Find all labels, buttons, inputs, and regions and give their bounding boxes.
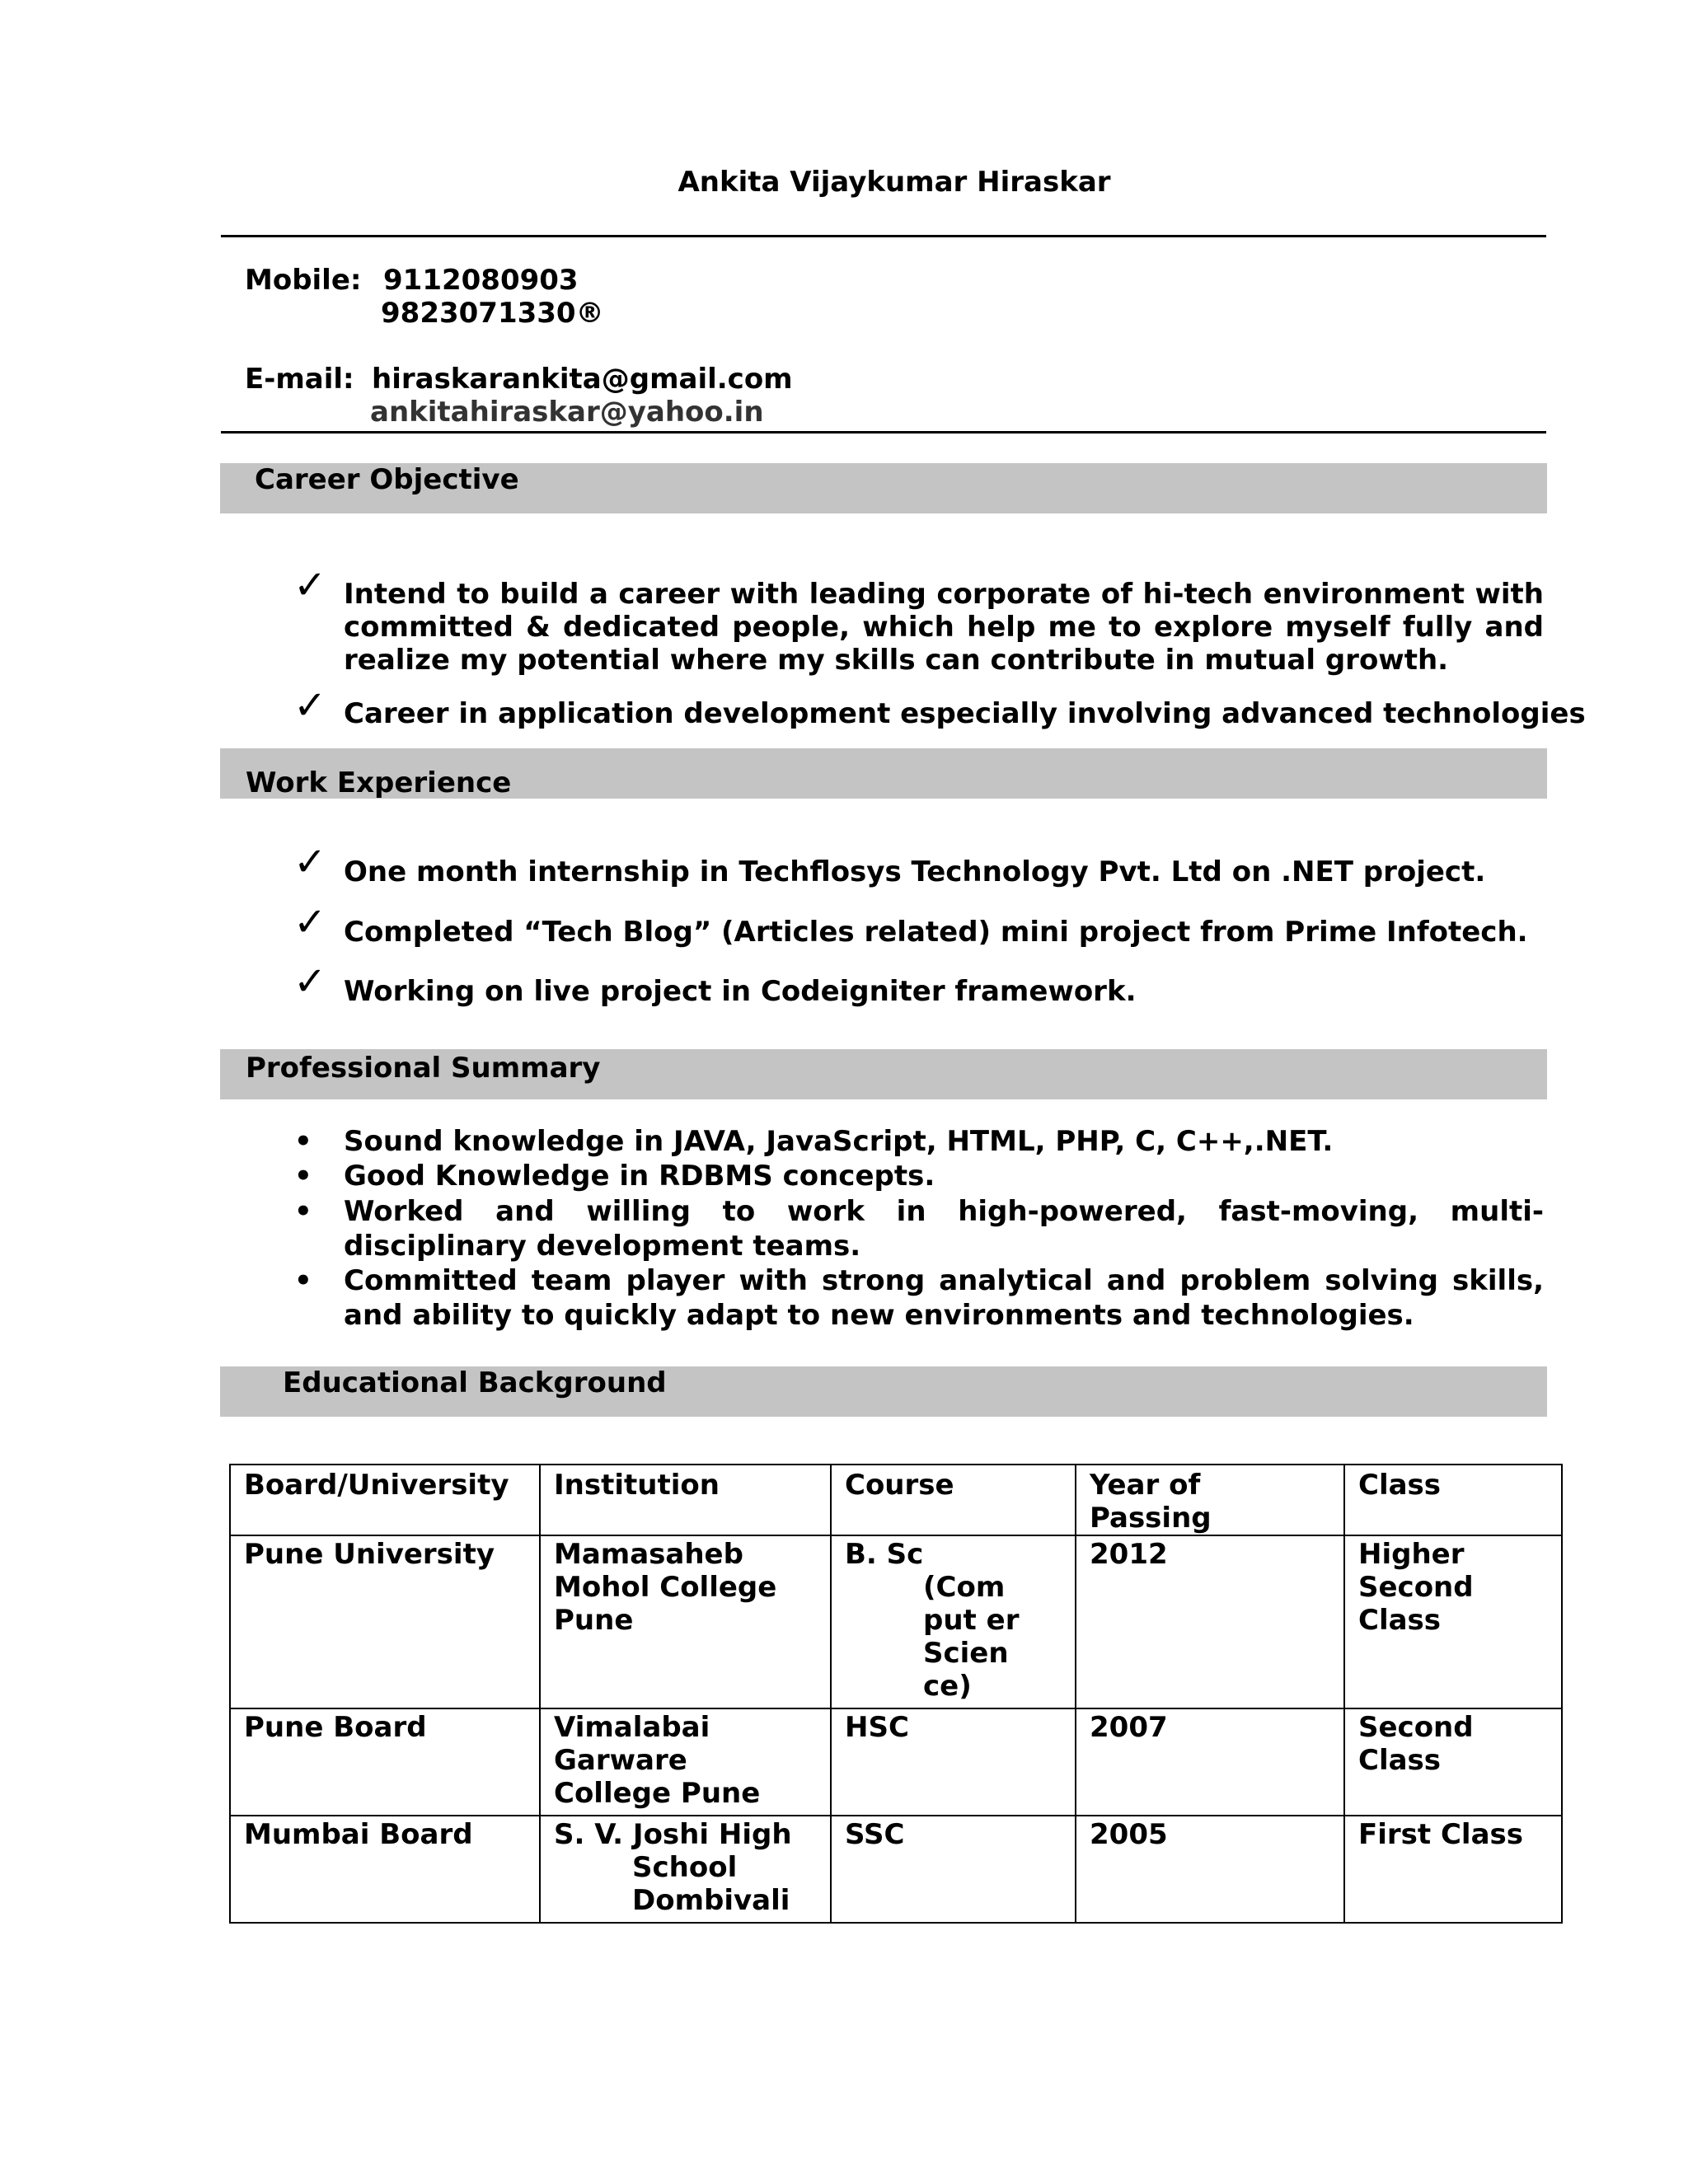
professional-summary-item: Committed team player with strong analytical and problem solving skills, and ability to quickly adapt to new environments and technologies. [344,1264,1544,1332]
table-cell [831,1535,1076,1708]
column-header: Institution [540,1465,831,1535]
table-cell: Pune University [230,1535,540,1708]
check-icon: ✓ [293,682,327,729]
professional-summary-item: Good Knowledge in RDBMS concepts. [344,1160,935,1193]
table-header-row [230,1465,1562,1535]
table-cell: 2005 [1076,1816,1344,1923]
table-cell [540,1816,831,1923]
table-cell: HSC [831,1708,1076,1816]
bullet-icon: • [294,1160,312,1193]
table-row [230,1816,1562,1923]
check-icon: ✓ [293,562,327,608]
table-cell: SSC [831,1816,1076,1923]
education-table [229,1464,1563,1924]
bullet-icon: • [294,1264,312,1297]
work-experience-item: One month internship in Techflosys Technology Pvt. Ltd on .NET project. [344,855,1486,888]
education-title: Educational Background [283,1366,667,1399]
career-objective-item: Career in application development especially involving advanced technologies [344,697,1586,730]
career-objective-item: Intend to build a career with leading corporate of hi-tech environment with committed & dedicated people, which help me to explore myself fully and realize my potential where my skills can contribute in mutual growth. [344,578,1544,677]
table-cell: First Class [1344,1816,1562,1923]
check-icon: ✓ [293,899,327,945]
table-cell: Higher Second Class [1344,1535,1562,1708]
check-icon: ✓ [293,958,327,1005]
mobile-primary: 9112080903 [383,264,579,297]
institution-line: S. V. Joshi High [554,1818,792,1851]
career-objective-header [220,463,1547,513]
table-row [230,1535,1562,1708]
course-line: (Comput er Science) [923,1571,1020,1703]
work-experience-title: Work Experience [246,766,512,799]
institution-line: School Dombivali [632,1851,790,1917]
contact-divider [221,431,1546,434]
professional-summary-item: Sound knowledge in JAVA, JavaScript, HTML, PHP, C, C++,.NET. [344,1125,1334,1158]
column-header: Course [831,1465,1076,1535]
professional-summary-header [220,1049,1547,1099]
table-cell: Mamasaheb Mohol College Pune [540,1535,831,1708]
professional-summary-title: Professional Summary [246,1052,601,1085]
email-label: E-mail: [245,363,354,396]
education-header [220,1366,1547,1417]
table-row [230,1708,1562,1816]
mobile-label: Mobile: [245,264,362,297]
column-header: Board/University [230,1465,540,1535]
work-experience-header [220,748,1547,799]
table-cell: Mumbai Board [230,1816,540,1923]
bullet-icon: • [294,1195,312,1228]
column-header: Class [1344,1465,1562,1535]
bullet-icon: • [294,1125,312,1158]
check-icon: ✓ [293,839,327,885]
resume-name: Ankita Vijaykumar Hiraskar [678,166,1111,199]
top-divider [221,235,1546,237]
career-objective-title: Career Objective [255,463,519,496]
table-cell: 2012 [1076,1535,1344,1708]
email-primary: hiraskarankita@gmail.com [372,363,793,396]
table-cell: 2007 [1076,1708,1344,1816]
email-secondary: ankitahiraskar@yahoo.in [370,396,764,429]
course-line: B. Sc [845,1538,924,1571]
mobile-secondary: 9823071330® [381,297,604,330]
table-cell: Pune Board [230,1708,540,1816]
work-experience-item: Completed “Tech Blog” (Articles related) mini project from Prime Infotech. [344,916,1528,949]
column-header: Year of Passing [1076,1465,1344,1535]
professional-summary-item: Worked and willing to work in high-powered, fast-moving, multi-disciplinary development teams. [344,1195,1544,1263]
table-cell: Second Class [1344,1708,1562,1816]
table-cell: Vimalabai Garware College Pune [540,1708,831,1816]
work-experience-item: Working on live project in Codeigniter framework. [344,975,1137,1008]
